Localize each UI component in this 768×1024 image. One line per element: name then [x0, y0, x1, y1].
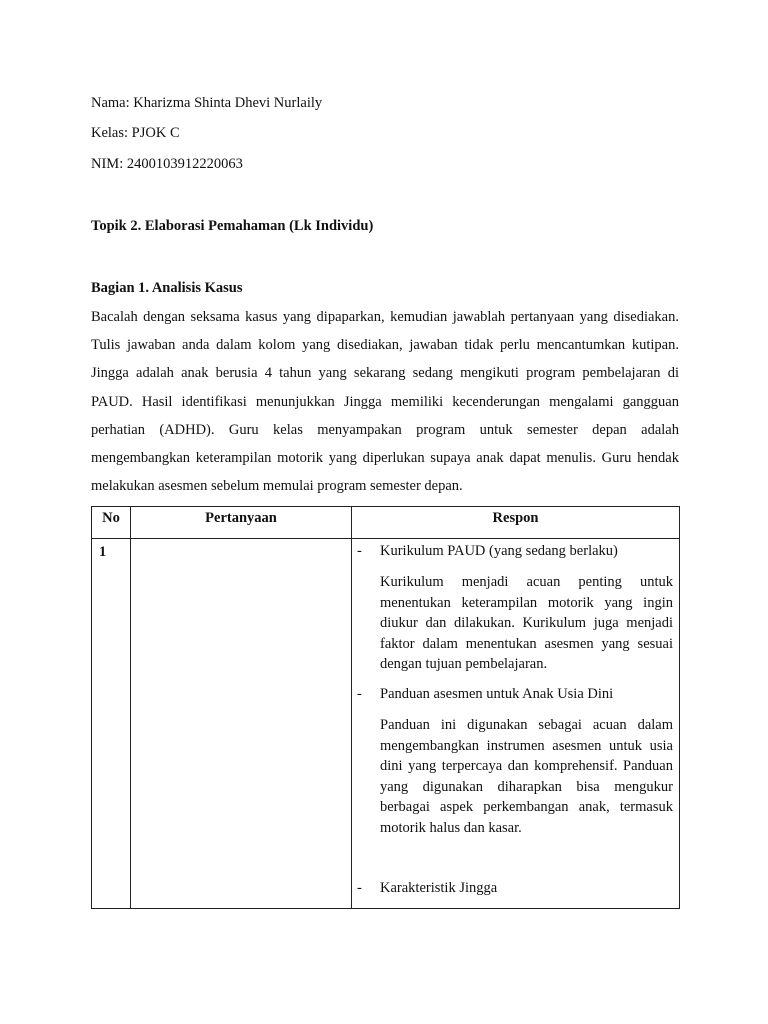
- paragraph-line: Bacalah dengan seksama kasus yang dipaparkan, kemudian jawablah pertanyaan yang disediakan.: [91, 309, 679, 325]
- body-line: berbagai aspek perkembangan anak, termasuk: [380, 799, 673, 816]
- body-line: faktor dalam menentukan asesmen yang sesuai: [380, 635, 673, 652]
- student-name: Nama: Kharizma Shinta Dhevi Nurlaily: [91, 95, 323, 111]
- paragraph-line: Jingga adalah anak berusia 4 tahun yang sekarang sedang mengikuti program pembelajaran di: [91, 365, 679, 382]
- body-line: Kurikulum menjadi acuan penting untuk: [380, 574, 673, 590]
- table-row: [92, 539, 680, 909]
- list-dash: -: [357, 686, 362, 702]
- header-pertanyaan: Pertanyaan: [131, 507, 352, 539]
- body-line: dengan tujuan pembelajaran.: [380, 656, 548, 673]
- row-number: 1: [92, 539, 131, 909]
- paragraph-line: Tulis jawaban anda dalam kolom yang disediakan, jawaban tidak perlu mencantumkan kutipan.: [91, 337, 679, 354]
- body-line: diukur dan dilakukan. Kurikulum juga menjadi: [380, 615, 673, 632]
- section-heading: Bagian 1. Analisis Kasus: [91, 280, 243, 296]
- body-line: motorik halus dan kasar.: [380, 819, 522, 836]
- paragraph-line: PAUD. Hasil identifikasi menunjukkan Jingga memiliki kecenderungan mengalami gangguan: [91, 393, 679, 410]
- topic-heading: Topik 2. Elaborasi Pemahaman (Lk Individu): [91, 218, 374, 234]
- body-line: dini yang terpercaya dan komprehensif. Panduan: [380, 758, 673, 775]
- response-item-title: Karakteristik Jingga: [380, 880, 498, 896]
- student-nim: NIM: 2400103912220063: [91, 156, 243, 172]
- list-dash: -: [357, 543, 362, 559]
- body-line: menentukan keterampilan motorik yang ingin: [380, 594, 673, 611]
- table-header-row: [92, 507, 680, 539]
- response-item-body: [380, 572, 673, 675]
- response-item-body: [380, 715, 673, 839]
- case-description: [91, 303, 679, 500]
- header-respon: Respon: [352, 507, 680, 539]
- response-item-title: Kurikulum PAUD (yang sedang berlaku): [380, 543, 618, 559]
- body-line: Panduan ini digunakan sebagai acuan dalam: [380, 717, 673, 733]
- student-class: Kelas: PJOK C: [91, 125, 180, 141]
- response-cell: [352, 539, 680, 909]
- header-no: No: [92, 507, 131, 539]
- paragraph-line: mengembangkan keterampilan motorik yang diperlukan supaya anak dapat menulis. Guru hendak: [91, 449, 679, 466]
- body-line: yang digunakan diharapkan bisa mengukur: [380, 778, 673, 795]
- paragraph-line: perhatian (ADHD). Guru kelas menyampakan program untuk semester depan adalah: [91, 421, 679, 438]
- response-item-title: Panduan asesmen untuk Anak Usia Dini: [380, 686, 614, 702]
- question-cell: [131, 539, 352, 909]
- body-line: mengembangkan instrumen asesmen untuk usia: [380, 737, 673, 754]
- list-dash: -: [357, 880, 362, 896]
- paragraph-line: melakukan asesmen sebelum memulai program semester depan.: [91, 478, 463, 495]
- analysis-table: [91, 506, 680, 909]
